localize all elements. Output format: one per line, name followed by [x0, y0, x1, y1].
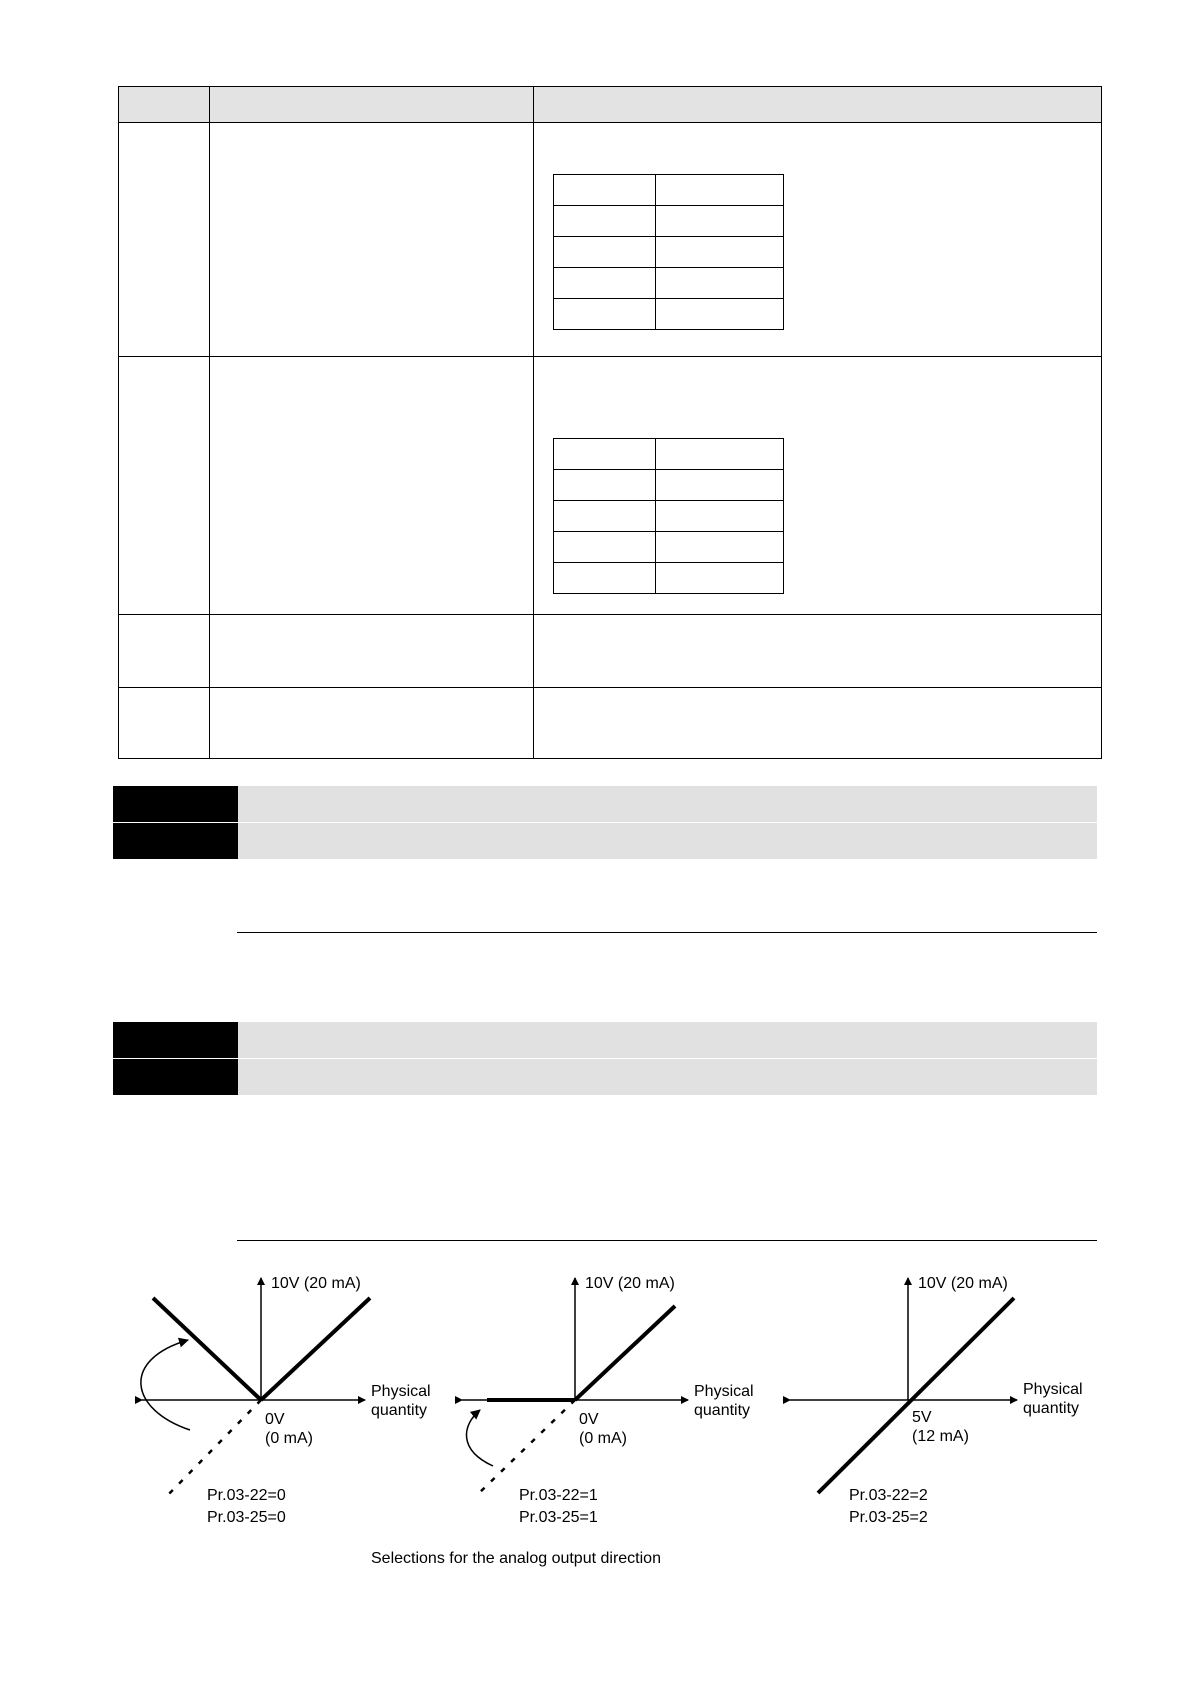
- table-row: [554, 268, 784, 299]
- table-row: [554, 532, 784, 563]
- origin-label: 0V: [579, 1411, 599, 1428]
- table-cell: [554, 532, 656, 563]
- parameter-header-bar: [113, 786, 1097, 822]
- mapping-table: [553, 438, 784, 594]
- table-cell: [554, 501, 656, 532]
- table-cell: [656, 501, 784, 532]
- table-cell: [554, 299, 656, 330]
- parameter-table: [118, 86, 1102, 759]
- origin-label: (0 mA): [579, 1430, 627, 1447]
- clamp-arrow: [466, 1410, 493, 1466]
- table-cell: [656, 563, 784, 594]
- table-cell: [656, 439, 784, 470]
- table-cell: [554, 206, 656, 237]
- mapping-table: [553, 174, 784, 330]
- table-cell: [656, 532, 784, 563]
- x-axis-label: quantity: [694, 1402, 751, 1419]
- setting-label: Pr.03-25=0: [207, 1509, 286, 1526]
- y-axis-label: 10V (20 mA): [585, 1275, 675, 1292]
- diagram-svg: [120, 1260, 1110, 1560]
- parameter-setting-label: [113, 823, 238, 859]
- table-cell: [554, 175, 656, 206]
- mirrored-output-line: [153, 1298, 261, 1400]
- x-axis-label: Physical: [1023, 1381, 1083, 1398]
- parameter-number: [113, 786, 238, 822]
- origin-label: (0 mA): [265, 1430, 313, 1447]
- table-cell: [656, 470, 784, 501]
- panel-direction-2: [790, 1275, 1083, 1526]
- x-axis-label: Physical: [694, 1383, 754, 1400]
- table-row: [554, 237, 784, 268]
- table-cell: [656, 268, 784, 299]
- table-cell: [554, 268, 656, 299]
- table-cell: [656, 299, 784, 330]
- setting-label: Pr.03-22=2: [849, 1487, 928, 1504]
- table-cell: [554, 563, 656, 594]
- table-row: [554, 206, 784, 237]
- table-row: [554, 501, 784, 532]
- panel-direction-0: [141, 1275, 431, 1526]
- parameter-number: [113, 1022, 238, 1058]
- y-axis-label: 10V (20 mA): [271, 1275, 361, 1292]
- output-line: [261, 1298, 370, 1400]
- x-axis-label: quantity: [371, 1402, 428, 1419]
- table-cell: [656, 175, 784, 206]
- setting-label: Pr.03-22=1: [519, 1487, 598, 1504]
- y-axis-label: 10V (20 mA): [918, 1275, 1008, 1292]
- mirror-arrow: [141, 1340, 190, 1430]
- table-row: [554, 563, 784, 594]
- x-axis-label: quantity: [1023, 1400, 1080, 1417]
- table-row: [554, 175, 784, 206]
- table-row: [554, 470, 784, 501]
- section-rule: [237, 932, 1097, 933]
- output-line: [818, 1298, 1014, 1493]
- analog-output-direction-diagram: [120, 1260, 1110, 1600]
- negative-range-line: [476, 1400, 575, 1496]
- table-row: [554, 299, 784, 330]
- table-row: [554, 439, 784, 470]
- origin-label: (12 mA): [912, 1428, 969, 1445]
- parameter-setting-bar: [113, 1059, 1097, 1095]
- table-cell: [554, 237, 656, 268]
- parameter-setting-bar: [113, 823, 1097, 859]
- output-line: [575, 1306, 675, 1400]
- setting-label: Pr.03-25=1: [519, 1509, 598, 1526]
- origin-label: 0V: [265, 1411, 285, 1428]
- diagram-caption: Selections for the analog output direction: [371, 1550, 661, 1567]
- negative-range-line: [163, 1400, 261, 1500]
- setting-label: Pr.03-25=2: [849, 1509, 928, 1526]
- table-cell: [554, 439, 656, 470]
- parameter-header-bar: [113, 1022, 1097, 1058]
- section-rule: [237, 1240, 1097, 1241]
- table-cell: [656, 206, 784, 237]
- x-axis-label: Physical: [371, 1383, 431, 1400]
- parameter-setting-label: [113, 1059, 238, 1095]
- table-cell: [554, 470, 656, 501]
- table-cell: [656, 237, 784, 268]
- origin-label: 5V: [912, 1409, 932, 1426]
- setting-label: Pr.03-22=0: [207, 1487, 286, 1504]
- panel-direction-1: [462, 1275, 754, 1526]
